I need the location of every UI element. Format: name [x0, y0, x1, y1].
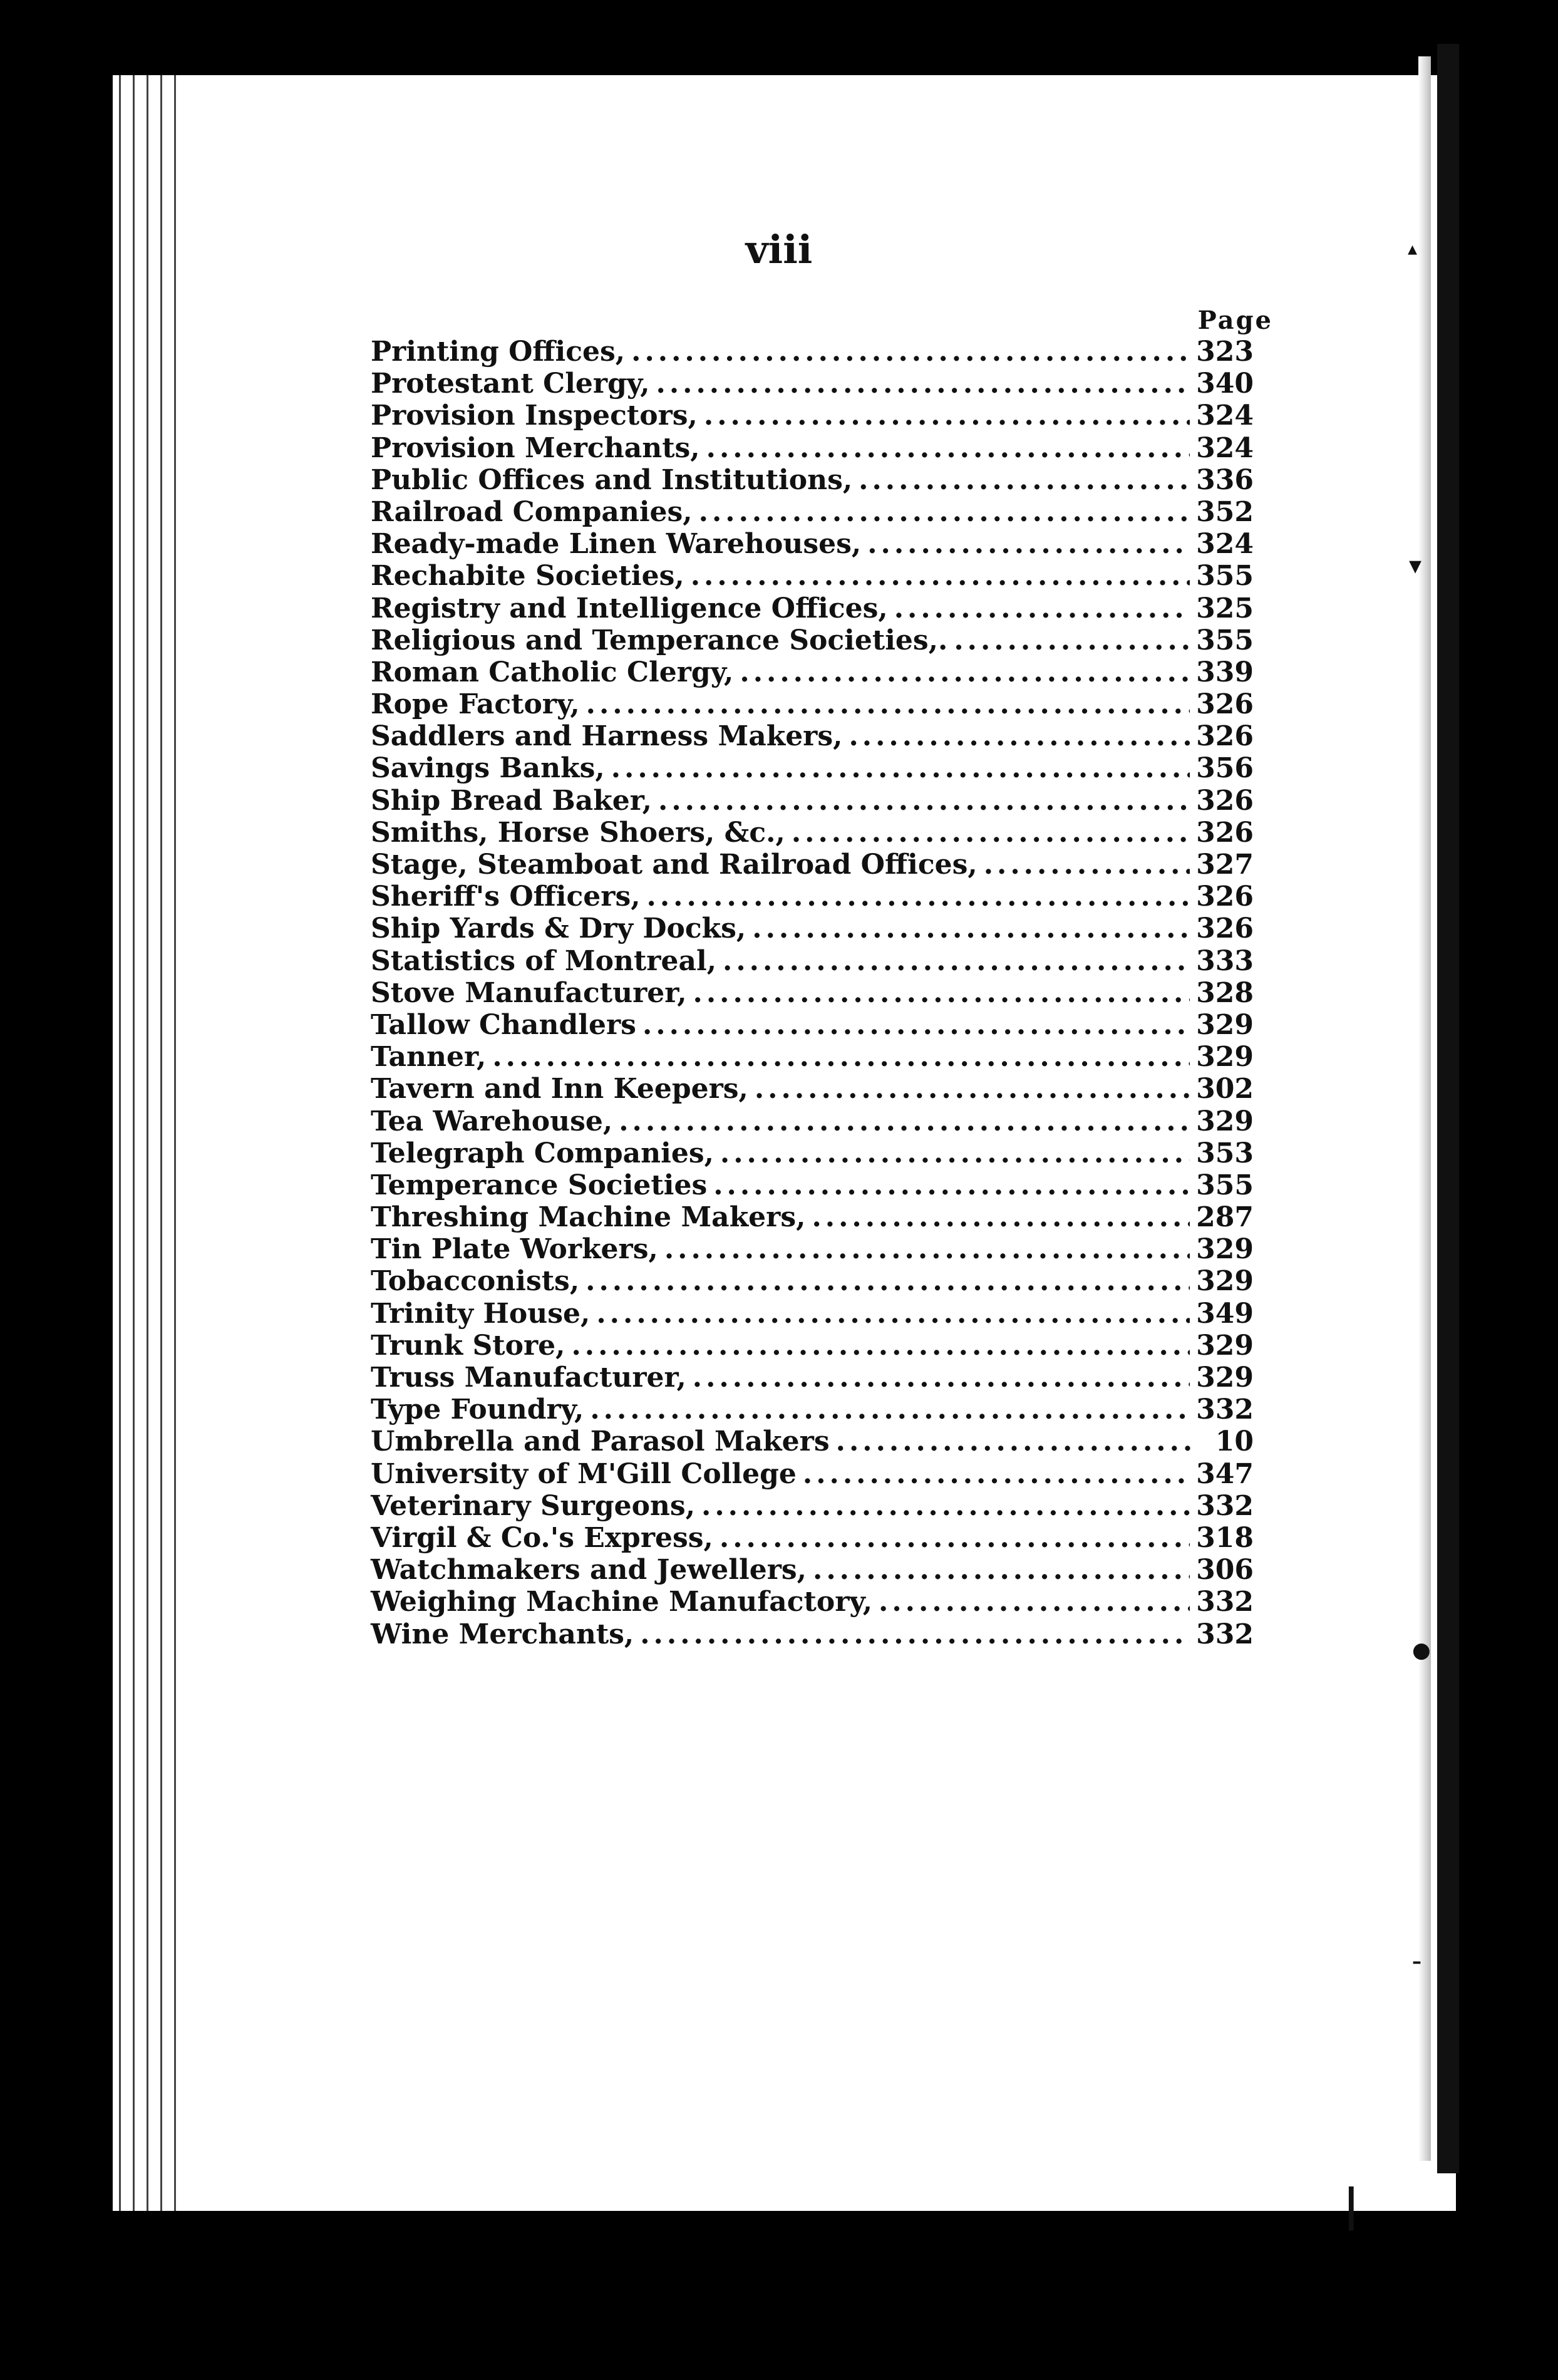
entry-page-number: 336: [1196, 463, 1254, 496]
entry-page-number: 10: [1215, 1425, 1254, 1458]
index-entry: [371, 1233, 1254, 1265]
entry-page-number: 327: [1196, 849, 1254, 881]
entry-name: Stove Manufacturer,: [371, 976, 687, 1009]
entry-page-number: 329: [1196, 1265, 1254, 1298]
dot-leader: [586, 1265, 1190, 1297]
entry-name: Saddlers and Harness Makers,: [371, 720, 843, 753]
entry-page-number: 326: [1196, 881, 1254, 913]
index-entry: [371, 464, 1254, 496]
entry-name: Veterinary Surgeons,: [371, 1489, 696, 1522]
dot-leader: [706, 432, 1190, 464]
dot-leader: [849, 720, 1190, 752]
entry-page-number: 353: [1196, 1137, 1254, 1169]
entry-name: Telegraph Companies,: [371, 1137, 714, 1169]
index-entry: [371, 528, 1254, 560]
dot-leader: [752, 913, 1190, 944]
entry-page-number: 328: [1196, 976, 1254, 1009]
entry-page-number: 339: [1196, 656, 1254, 688]
left-page-edges: [113, 75, 188, 2211]
entry-page-number: 324: [1196, 528, 1254, 561]
index-entry: [371, 1425, 1254, 1457]
entry-name: Savings Banks,: [371, 752, 605, 785]
index-entry: [371, 1618, 1254, 1650]
index-entry: [371, 656, 1254, 688]
entry-name: Rechabite Societies,: [371, 560, 684, 592]
entry-page-number: 326: [1196, 784, 1254, 817]
entry-page-number: 332: [1196, 1618, 1254, 1650]
index-entry: [371, 1201, 1254, 1233]
entry-name: Tanner,: [371, 1041, 487, 1074]
entry-name: Wine Merchants,: [371, 1618, 634, 1650]
dot-leader: [701, 1490, 1190, 1522]
entry-page-number: 329: [1196, 1362, 1254, 1394]
dot-leader: [894, 592, 1190, 624]
dot-leader: [664, 1233, 1190, 1265]
dot-leader: [720, 1137, 1190, 1169]
index-entry: [371, 785, 1254, 817]
index-entry: [371, 1265, 1254, 1297]
entry-name: Rope Factory,: [371, 688, 580, 721]
index-entry: [371, 945, 1254, 977]
entry-name: Weighing Machine Manufactory,: [371, 1586, 873, 1618]
index-entry: [371, 400, 1254, 432]
entry-name: University of M'Gill College: [371, 1457, 797, 1490]
entry-name: Statistics of Montreal,: [371, 944, 717, 977]
dot-leader: [740, 656, 1190, 688]
entry-name: Threshing Machine Makers,: [371, 1201, 806, 1234]
index-entry: [371, 977, 1254, 1009]
entry-name: Tobacconists,: [371, 1265, 580, 1298]
dot-leader: [693, 977, 1190, 1009]
entry-name: Registry and Intelligence Offices,: [371, 592, 888, 624]
entry-page-number: 332: [1196, 1489, 1254, 1522]
index-entry: [371, 1009, 1254, 1041]
entry-page-number: 306: [1196, 1554, 1254, 1586]
dot-leader: [631, 336, 1190, 368]
dot-leader: [611, 752, 1190, 784]
entry-name: Railroad Companies,: [371, 495, 693, 528]
entry-page-number: 356: [1196, 752, 1254, 785]
entry-page-number: 302: [1196, 1073, 1254, 1105]
entry-name: Public Offices and Institutions,: [371, 463, 853, 496]
dot-leader: [590, 1394, 1190, 1425]
entry-page-number: 329: [1196, 1041, 1254, 1074]
index-entry: [371, 368, 1254, 400]
entry-name: Sheriff's Officers,: [371, 881, 641, 913]
dot-leader: [879, 1586, 1190, 1618]
entry-page-number: 332: [1196, 1394, 1254, 1426]
index-entry: [371, 560, 1254, 592]
entry-name: Religious and Temperance Societies,.: [371, 624, 948, 656]
dot-leader: [596, 1298, 1190, 1330]
entry-name: Tin Plate Workers,: [371, 1233, 658, 1266]
page-number: viii: [745, 227, 813, 272]
index-entry: [371, 752, 1254, 784]
dot-leader: [619, 1105, 1190, 1137]
entry-page-number: 326: [1196, 720, 1254, 753]
index-entry: [371, 1073, 1254, 1105]
entry-page-number: 329: [1196, 1233, 1254, 1266]
index-entry: [371, 1586, 1254, 1618]
index-entry: [371, 913, 1254, 944]
index-entry: [371, 688, 1254, 720]
index-entry: [371, 624, 1254, 656]
dot-leader: [586, 688, 1190, 720]
entry-name: Type Foundry,: [371, 1394, 584, 1426]
dot-leader: [713, 1169, 1190, 1201]
index-entry: [371, 1362, 1254, 1394]
entry-name: Ship Bread Baker,: [371, 784, 653, 817]
margin-mark-top: ▴: [1408, 238, 1418, 260]
binding-shadow: [1418, 56, 1431, 2161]
entry-page-number: 287: [1196, 1201, 1254, 1234]
margin-mark-blot: ●: [1412, 1638, 1431, 1663]
entry-page-number: 329: [1196, 1105, 1254, 1137]
dot-leader: [984, 849, 1190, 881]
dot-leader: [859, 464, 1190, 496]
index-entry: [371, 1169, 1254, 1201]
index-entry: [371, 1298, 1254, 1330]
dot-leader: [723, 945, 1190, 977]
entry-name: Ship Yards & Dry Docks,: [371, 913, 746, 945]
entry-name: Tavern and Inn Keepers,: [371, 1073, 748, 1105]
index-entry: [371, 1490, 1254, 1522]
index-entry: [371, 432, 1254, 464]
entry-page-number: 324: [1196, 432, 1254, 464]
entry-name: Provision Merchants,: [371, 432, 700, 464]
entry-page-number: 326: [1196, 688, 1254, 721]
index-entry: [371, 1394, 1254, 1425]
entry-page-number: 349: [1196, 1297, 1254, 1330]
index-entry: [371, 720, 1254, 752]
entry-page-number: 355: [1196, 1169, 1254, 1201]
index-entry: [371, 849, 1254, 881]
entry-page-number: 323: [1196, 336, 1254, 368]
dot-leader: [720, 1522, 1190, 1554]
entry-page-number: 318: [1196, 1521, 1254, 1554]
entry-page-number: 324: [1196, 400, 1254, 432]
dot-leader: [658, 785, 1190, 817]
index-entry: [371, 1330, 1254, 1362]
index-entry: [371, 817, 1254, 849]
entry-page-number: 332: [1196, 1586, 1254, 1618]
entry-name: Protestant Clergy,: [371, 368, 650, 400]
dot-leader: [803, 1458, 1190, 1490]
index-entry: [371, 336, 1254, 368]
entry-page-number: 326: [1196, 913, 1254, 945]
entry-name: Umbrella and Parasol Makers: [371, 1425, 830, 1458]
entry-name: Trunk Store,: [371, 1329, 565, 1362]
entry-page-number: 329: [1196, 1008, 1254, 1041]
index-entry: [371, 496, 1254, 528]
dot-leader: [792, 817, 1190, 849]
index-entry: [371, 881, 1254, 913]
entry-page-number: 340: [1196, 368, 1254, 400]
dot-leader: [647, 881, 1190, 913]
entry-page-number: 325: [1196, 592, 1254, 624]
entry-page-number: 352: [1196, 495, 1254, 528]
dot-leader: [492, 1041, 1190, 1073]
dot-leader: [867, 528, 1190, 560]
dot-leader: [812, 1201, 1190, 1233]
dot-leader: [954, 624, 1190, 656]
dot-leader: [699, 496, 1190, 528]
entry-name: Ready-made Linen Warehouses,: [371, 528, 862, 561]
dot-leader: [640, 1618, 1190, 1650]
entry-name: Provision Inspectors,: [371, 400, 698, 432]
index-entry: [371, 1522, 1254, 1554]
dot-leader: [813, 1554, 1190, 1586]
entry-name: Truss Manufacturer,: [371, 1362, 686, 1394]
dot-leader: [693, 1362, 1190, 1394]
index-entry: [371, 1041, 1254, 1073]
entry-name: Printing Offices,: [371, 336, 626, 368]
margin-mark-arrow: ▾: [1409, 551, 1422, 580]
entry-page-number: 329: [1196, 1329, 1254, 1362]
entry-name: Smiths, Horse Shoers, &c.,: [371, 816, 785, 849]
index-entry: [371, 592, 1254, 624]
index-entry: [371, 1458, 1254, 1490]
entry-name: Tea Warehouse,: [371, 1105, 613, 1137]
dot-leader: [755, 1073, 1190, 1105]
entry-name: Stage, Steamboat and Railroad Offices,: [371, 849, 978, 881]
entry-name: Tallow Chandlers: [371, 1008, 636, 1041]
entry-name: Virgil & Co.'s Express,: [371, 1521, 713, 1554]
entry-page-number: 347: [1196, 1457, 1254, 1490]
entry-name: Roman Catholic Clergy,: [371, 656, 734, 688]
margin-mark-dash: –: [1412, 1951, 1421, 1973]
entry-page-number: 355: [1196, 624, 1254, 656]
dot-leader: [691, 560, 1190, 592]
entry-page-number: 326: [1196, 816, 1254, 849]
dot-leader: [656, 368, 1190, 400]
page-column-header: Page: [1197, 306, 1273, 335]
entry-name: Trinity House,: [371, 1297, 591, 1330]
index-entry: [371, 1105, 1254, 1137]
index-entry: [371, 1554, 1254, 1586]
entry-page-number: 333: [1196, 944, 1254, 977]
dot-leader: [704, 400, 1190, 432]
dot-leader: [642, 1009, 1190, 1041]
margin-mark-bottom: |: [1343, 2180, 1359, 2231]
entry-name: Watchmakers and Jewellers,: [371, 1554, 807, 1586]
entry-page-number: 355: [1196, 560, 1254, 592]
dot-leader: [571, 1330, 1190, 1362]
right-page-edge: [1437, 44, 1459, 2173]
index-entry: [371, 1137, 1254, 1169]
entry-name: Temperance Societies: [371, 1169, 708, 1201]
index-list: [371, 336, 1254, 1650]
dot-leader: [836, 1425, 1191, 1457]
